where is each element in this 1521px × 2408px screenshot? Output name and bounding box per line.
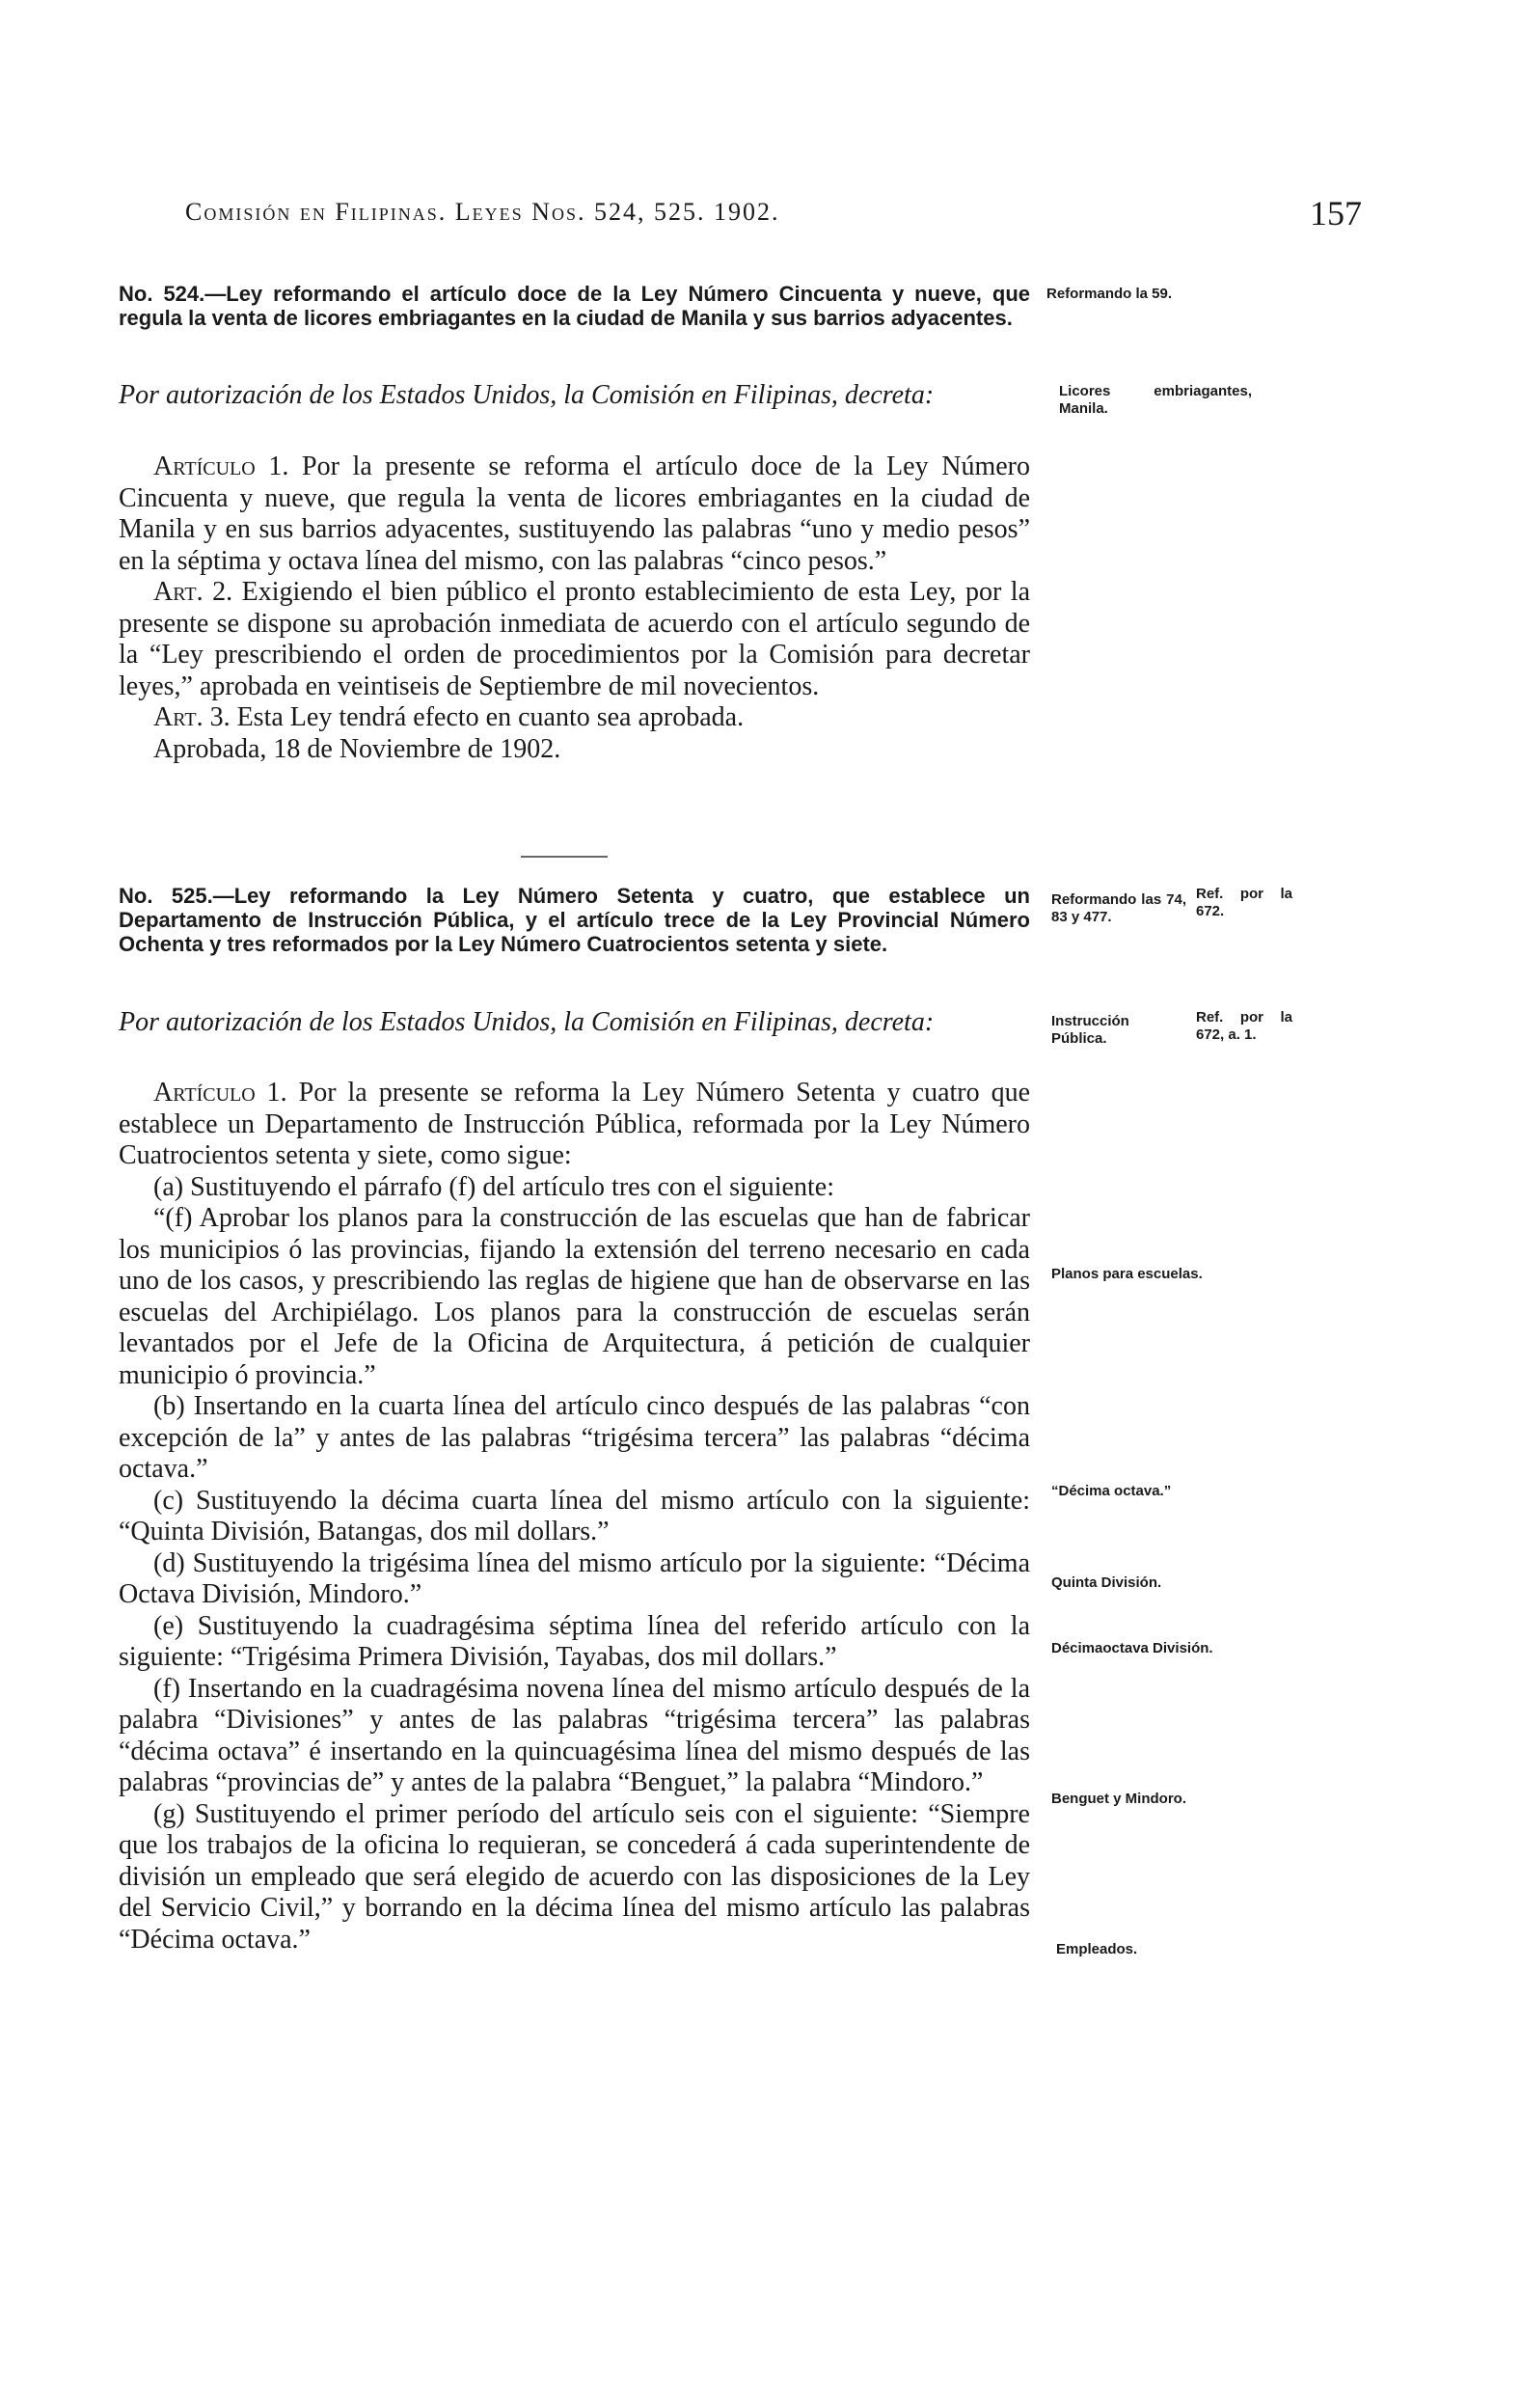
clause-e: (e) Sustituyendo la cuadragésima séptima línea del referido artículo con la siguiente: “Trigésima Primera División, Tayabas, dos mil dollars.” <box>119 1610 1030 1672</box>
act-524-article-3 <box>119 702 1030 734</box>
margin-note-ref-672-a1: Ref. por la 672, a. 1. <box>1196 1009 1292 1043</box>
clause-c: (c) Sustituyendo la décima cuarta línea del mismo artículo con la siguiente: “Quinta División, Batangas, dos mil dollars.” <box>119 1485 1030 1546</box>
margin-note-benguet: Benguet y Mindoro. <box>1051 1791 1186 1807</box>
act-524-article-1 <box>119 452 1030 577</box>
margin-note-reformando-59: Reformando la 59. <box>1046 286 1173 302</box>
section-divider <box>521 856 608 858</box>
clause-d: (d) Sustituyendo la trigésima línea del mismo artículo por la siguiente: “Décima Octava División, Mindoro.” <box>119 1547 1030 1609</box>
margin-note-empleados: Empleados. <box>1056 1941 1138 1957</box>
article-label: Artículo 1. <box>153 1078 287 1108</box>
margin-note-ref-672: Ref. por la 672. <box>1196 886 1292 919</box>
clause-b: (b) Insertando en la cuarta línea del artículo cinco después de las palabras “con excepción de la” y antes de las palabras “trigésima tercera” las palabras “décima octava.” <box>119 1391 1030 1484</box>
article-text: Esta Ley tendrá efecto en cuanto sea aprobada. <box>236 702 745 732</box>
margin-note-instruccion: Instrucción Pública. <box>1051 1013 1129 1047</box>
act-525-article-1 <box>119 1078 1030 1172</box>
article-text: Exigiendo el bien público el pronto establecimiento de esta Ley, por la presente se dispone su aprobación inmediata de acuerdo con el artículo segundo de la “Ley prescribiendo el orden de procedimientos por la Comisión para decretar leyes,” aprobada en veintiseis de Septiembre de mil novecientos. <box>119 577 1030 701</box>
act-524-article-2 <box>119 577 1030 702</box>
article-label: Artículo 1. <box>153 452 289 481</box>
act-524-decree: Por autorización de los Estados Unidos, la Comisión en Filipinas, decreta: <box>119 380 935 410</box>
act-524-approved: Aprobada, 18 de Noviembre de 1902. <box>153 733 561 764</box>
clause-g: (g) Sustituyendo el primer período del artículo seis con el siguiente: “Siempre que los trabajos de la oficina lo requieran, se concederá á cada superintendente de división un empleado que será elegido de acuerdo con las disposiciones de la Ley del Servicio Civil,” y borrando en la décima línea del mismo artículo las palabras “Décima octava.” <box>119 1798 1030 1955</box>
running-header: Comisión en Filipinas. Leyes Nos. 524, 525. 1902. <box>185 198 780 226</box>
margin-note-quinta-division: Quinta División. <box>1051 1574 1162 1591</box>
article-label: Art. 2. <box>153 577 233 607</box>
clause-a: (a) Sustituyendo el párrafo (f) del artículo tres con el siguiente: <box>153 1171 834 1202</box>
act-525-decree: Por autorización de los Estados Unidos, la Comisión en Filipinas, decreta: <box>119 1007 935 1037</box>
act-525-body <box>119 1078 1030 1956</box>
clause-f-quote: “(f) Aprobar los planos para la construcción de las escuelas que han de fabricar los municipios ó las provincias, fijando la extensión del terreno necesario en cada uno de los casos, y prescribiendo las reglas de higiene que han de observarse en las escuelas del Archipiélago. Los planos para la construcción de escuelas serán levantados por el Jefe de la Oficina de Arquitectura, á petición de cualquier municipio ó provincia.” <box>119 1203 1030 1390</box>
article-text: Por la presente se reforma la Ley Número Setenta y cuatro que establece un Departamento de Instrucción Pública, reformada por la Ley Número Cuatrocientos setenta y siete, como sigue: <box>119 1078 1031 1170</box>
margin-note-planos: Planos para escuelas. <box>1051 1266 1203 1282</box>
act-524-body <box>119 452 1030 765</box>
margin-note-decimaoctava-division: Décimaoctava División. <box>1051 1640 1213 1656</box>
clause-f: (f) Insertando en la cuadragésima novena línea del mismo artículo después de la palabra “Divisiones” y antes de las palabras “trigésima tercera” las palabras “décima octava” é insertando en la quincuagésima línea del mismo después de las palabras “provincias de” y antes de la palabra “Benguet,” la palabra “Mindoro.” <box>119 1673 1030 1797</box>
margin-note-licores: Licores embriagantes, Manila. <box>1059 383 1252 417</box>
page-number: 157 <box>1310 194 1362 233</box>
margin-note-decima-octava: “Décima octava.” <box>1051 1483 1172 1499</box>
margin-note-reformando-74: Reformando las 74, 83 y 477. <box>1051 891 1186 925</box>
article-label: Art. 3. <box>153 702 231 732</box>
act-524-title: No. 524.—Ley reformando el artículo doce de la Ley Número Cincuenta y nueve, que regula la venta de licores embriagantes en la ciudad de Manila y sus barrios adyacentes. <box>119 282 1030 330</box>
article-text: Por la presente se reforma el artículo doce de la Ley Número Cincuenta y nueve, que regula la venta de licores embriagantes en la ciudad de Manila y en sus barrios adyacentes, sustituyendo las palabras “uno y medio pesos” en la séptima y octava línea del mismo, con las palabras “cinco pesos.” <box>119 452 1030 576</box>
act-525-title: No. 525.—Ley reformando la Ley Número Setenta y cuatro, que establece un Departamento de Instrucción Pública, y el artículo trece de la Ley Provincial Número Ochenta y tres reformados por la Ley Número Cuatrocientos setenta y siete. <box>119 884 1030 956</box>
